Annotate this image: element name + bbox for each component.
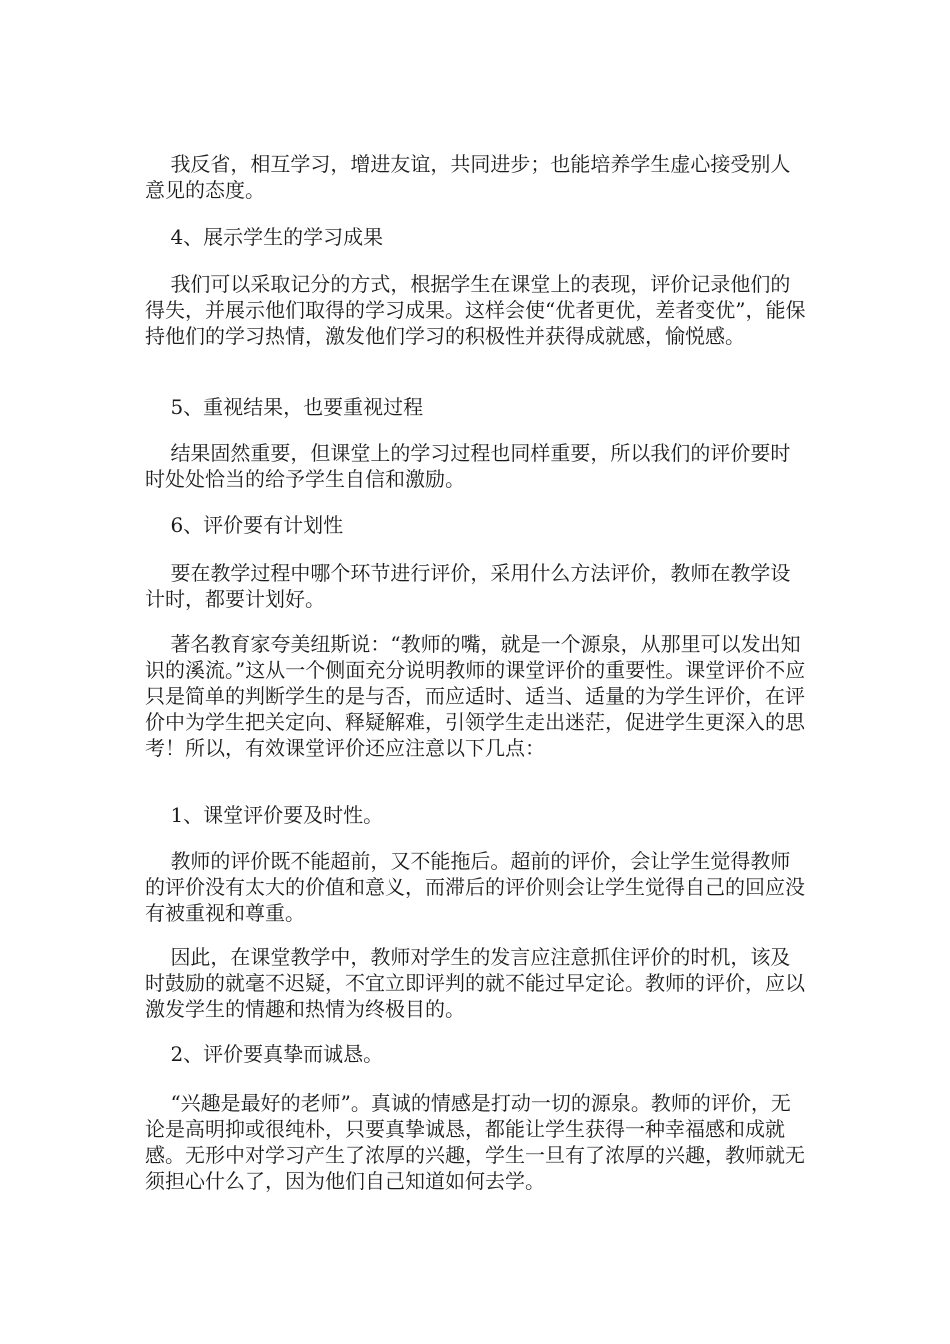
heading-4: 4、展示学生的学习成果 [170, 225, 384, 249]
paragraph-6: 教师的评价既不能超前，又不能拖后。超前的评价，会让学生觉得教师的评价没有太大的价值和意义，而滞后的评价则会让学生觉得自己的回应没有被重视和尊重。 [145, 849, 805, 925]
paragraph-4: 要在教学过程中哪个环节进行评价，采用什么方法评价，教师在教学设计时，都要计划好。 [145, 561, 791, 611]
paragraph-8: “兴趣是最好的老师”。真诚的情感是打动一切的源泉。教师的评价，无论是高明抑或很纯朴，只要真挚诚恳，都能让学生获得一种幸福感和成就感。无形中对学习产生了浓厚的兴趣，学生一旦有了浓厚的兴趣，教师就无须担心什么了，因为他们自己知道如何去学。 [145, 1091, 805, 1193]
paragraph-5: 著名教育家夸美纽斯说：“教师的嘴，就是一个源泉，从那里可以发出知识的溪流。”这从一个侧面充分说明教师的课堂评价的重要性。课堂评价不应只是简单的判断学生的是与否，而应适时、适当、适量的为学生评价，在评价中为学生把关定向、释疑解难，引领学生走出迷茫，促进学生更深入的思考！所以，有效课堂评价还应注意以下几点： [145, 632, 806, 760]
heading-2: 2、评价要真挚而诚恳。 [170, 1042, 384, 1066]
heading-6: 6、评价要有计划性 [170, 513, 344, 537]
paragraph-1: 我反省，相互学习，增进友谊，共同进步；也能培养学生虚心接受别人意见的态度。 [145, 152, 791, 202]
heading-1: 1、课堂评价要及时性。 [170, 803, 384, 827]
paragraph-3: 结果固然重要，但课堂上的学习过程也同样重要，所以我们的评价要时时处处恰当的给予学生自信和激励。 [145, 441, 791, 491]
paragraph-2: 我们可以采取记分的方式，根据学生在课堂上的表现，评价记录他们的得失，并展示他们取得的学习成果。这样会使“优者更优，差者变优”，能保持他们的学习热情，激发他们学习的积极性并获得成就感，愉悦感。 [145, 272, 806, 348]
paragraph-7: 因此，在课堂教学中，教师对学生的发言应注意抓住评价的时机，该及时鼓励的就毫不迟疑，不宜立即评判的就不能过早定论。教师的评价，应以激发学生的情趣和热情为终极目的。 [145, 945, 805, 1021]
heading-5: 5、重视结果，也要重视过程 [170, 395, 424, 419]
